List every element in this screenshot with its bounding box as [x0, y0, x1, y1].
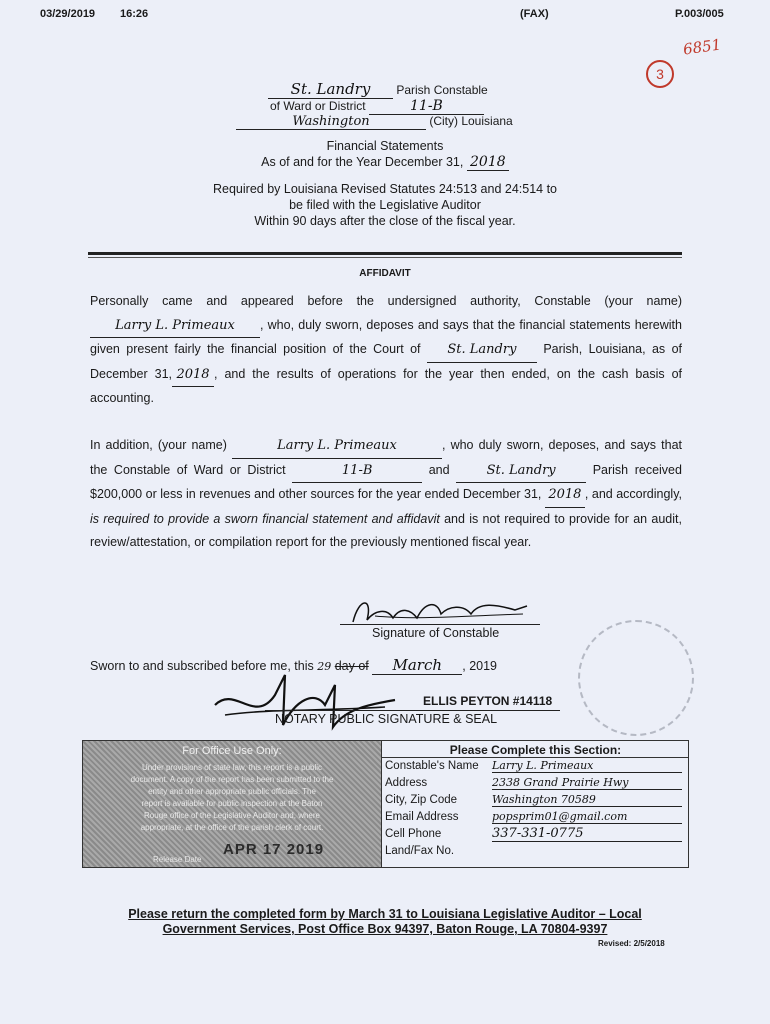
- city-line: [236, 114, 513, 130]
- office-use-line: Under provisions of state law, this report is a public: [141, 763, 323, 772]
- fs-title: Financial Statements: [326, 139, 444, 153]
- notary-label: NOTARY PUBLIC SIGNATURE & SEAL: [275, 712, 498, 726]
- contact-title-rule: [382, 757, 689, 758]
- ward-value: 11-B: [369, 98, 484, 115]
- city-value: Washington: [236, 114, 426, 130]
- office-use-line: entity and other appropriate public officials. The: [148, 787, 316, 796]
- parish-constable-line: [268, 80, 488, 99]
- p2-text-e: Parish: [592, 462, 629, 477]
- office-use-panel: [83, 741, 381, 867]
- red-circled-number: 3: [646, 60, 674, 88]
- p2-text-g: December 31,: [462, 487, 542, 501]
- red-annotation-number: 6851: [681, 35, 723, 59]
- fax-label: (FAX): [520, 8, 549, 20]
- signature-rule: [340, 624, 540, 625]
- p2-text-d: and: [428, 462, 450, 477]
- sworn-year: , 2019: [462, 659, 498, 673]
- p2-constable-name: Larry L. Primeaux: [232, 434, 442, 459]
- ward-prefix: of Ward or District: [270, 99, 366, 113]
- label-address: Address: [385, 777, 428, 789]
- fax-date: 03/29/2019: [40, 8, 96, 20]
- parish-value: St. Landry: [268, 80, 393, 99]
- received-date-stamp: APR 17 2019: [223, 841, 325, 858]
- office-use-line: appropriate, at the office of the parish clerk of court.: [140, 823, 324, 832]
- label-land-fax: Land/Fax No.: [385, 845, 455, 857]
- p2-ward: 11-B: [292, 459, 422, 484]
- affidavit-heading: AFFIDAVIT: [359, 268, 411, 279]
- sworn-prefix: Sworn to and subscribed before me, this: [90, 659, 314, 673]
- p1-text-f: , and the results of operations for the year then ended, on: [214, 366, 571, 381]
- label-cell-phone: Cell Phone: [385, 828, 442, 840]
- footer-line-2: Government Services, Post Office Box 94397, Baton Rouge, LA 70804-9397: [162, 922, 608, 936]
- p2-text-h: , and accordingly,: [584, 487, 682, 501]
- fs-year-value: 2018: [467, 154, 509, 171]
- p2-text-b: , who duly sworn, deposes, and says: [442, 438, 657, 452]
- divider-thick: [88, 252, 682, 255]
- contact-section: [381, 741, 689, 867]
- requirement-line-1: Required by Louisiana Revised Statutes 24:513 and 24:514 to: [213, 182, 557, 196]
- parish-suffix: Parish Constable: [396, 83, 488, 97]
- notary-signature: [205, 665, 405, 740]
- sworn-day: 29: [317, 660, 332, 673]
- p2-year: 2018: [545, 483, 585, 508]
- p1-year: 2018: [172, 363, 214, 388]
- fs-year-prefix: As of and for the Year December 31,: [261, 155, 464, 169]
- contact-title: Please Complete this Section:: [449, 743, 622, 757]
- info-table: [82, 740, 689, 868]
- value-address: 2338 Grand Prairie Hwy: [492, 776, 682, 790]
- p2-text-a: In addition, (your name): [90, 438, 227, 452]
- divider-thin: [88, 257, 682, 258]
- fs-year-line: [0, 154, 770, 171]
- notary-name: ELLIS PEYTON #14118: [423, 694, 553, 708]
- office-use-line: report is available for public inspection at the Baton: [141, 799, 323, 808]
- value-cell-phone: 337-331-0775: [492, 826, 682, 842]
- revised-date: Revised: 2/5/2018: [598, 939, 665, 948]
- p1-text-e: Louisiana, as of December 31,: [90, 342, 682, 381]
- p1-text-b: , who, duly sworn, deposes and says that the financial statements: [260, 317, 631, 332]
- p1-text-c: herewith given present fairly the financial position of the Court of: [90, 317, 682, 356]
- p1-text-d: Parish,: [543, 342, 583, 356]
- value-constable-name: Larry L. Primeaux: [492, 759, 682, 773]
- p1-parish: St. Landry: [427, 338, 537, 363]
- sworn-day-of: day of: [334, 659, 369, 673]
- office-use-line: Rouge office of the Legislative Auditor and, where: [144, 811, 320, 820]
- office-use-line: document. A copy of the report has been submitted to the: [130, 775, 334, 784]
- office-use-title: For Office Use Only:: [182, 745, 282, 757]
- signature-label: Signature of Constable: [372, 626, 500, 640]
- notary-seal: [578, 620, 694, 736]
- ward-line: [270, 98, 484, 115]
- p1-text-g: the cash basis of accounting.: [90, 366, 682, 405]
- p2-text-k: the previously mentioned fiscal year.: [329, 535, 532, 549]
- city-suffix: (City) Louisiana: [429, 114, 513, 128]
- p2-text-italic: is required to provide a sworn financial statement and affidavit: [90, 511, 440, 526]
- p1-constable-name: Larry L. Primeaux: [90, 314, 260, 339]
- label-city-zip: City, Zip Code: [385, 794, 458, 806]
- footer-line-1: Please return the completed form by March 31 to Louisiana Legislative Auditor – Local: [128, 907, 642, 921]
- value-city-zip: Washington 70589: [492, 793, 682, 807]
- notary-rule: [265, 710, 560, 711]
- requirement-line-2: be filed with the Legislative Auditor: [289, 198, 481, 212]
- sworn-month: March: [372, 656, 462, 675]
- p2-text-j: and is not required to provide for an audit, review/attestation, or compilation report for: [90, 511, 682, 549]
- release-date-label: Release Date: [153, 855, 202, 864]
- value-email: popsprim01@gmail.com: [492, 810, 682, 824]
- p2-text-f: received $200,000 or less in revenues and other sources for the year ended: [90, 462, 682, 501]
- affidavit-paragraph-2: [90, 434, 682, 555]
- requirement-line-3: Within 90 days after the close of the fiscal year.: [254, 214, 516, 228]
- fax-time: 16:26: [120, 8, 149, 20]
- label-email: Email Address: [385, 811, 459, 823]
- p2-text-c: that the Constable of Ward or District: [90, 438, 682, 477]
- p2-parish: St. Landry: [456, 459, 586, 484]
- label-constable-name: Constable's Name: [385, 760, 479, 772]
- fax-page: P.003/005: [675, 8, 724, 20]
- p1-text-a: Personally came and appeared before the undersigned authority, Constable (your name): [90, 294, 682, 308]
- affidavit-paragraph-1: [90, 290, 682, 411]
